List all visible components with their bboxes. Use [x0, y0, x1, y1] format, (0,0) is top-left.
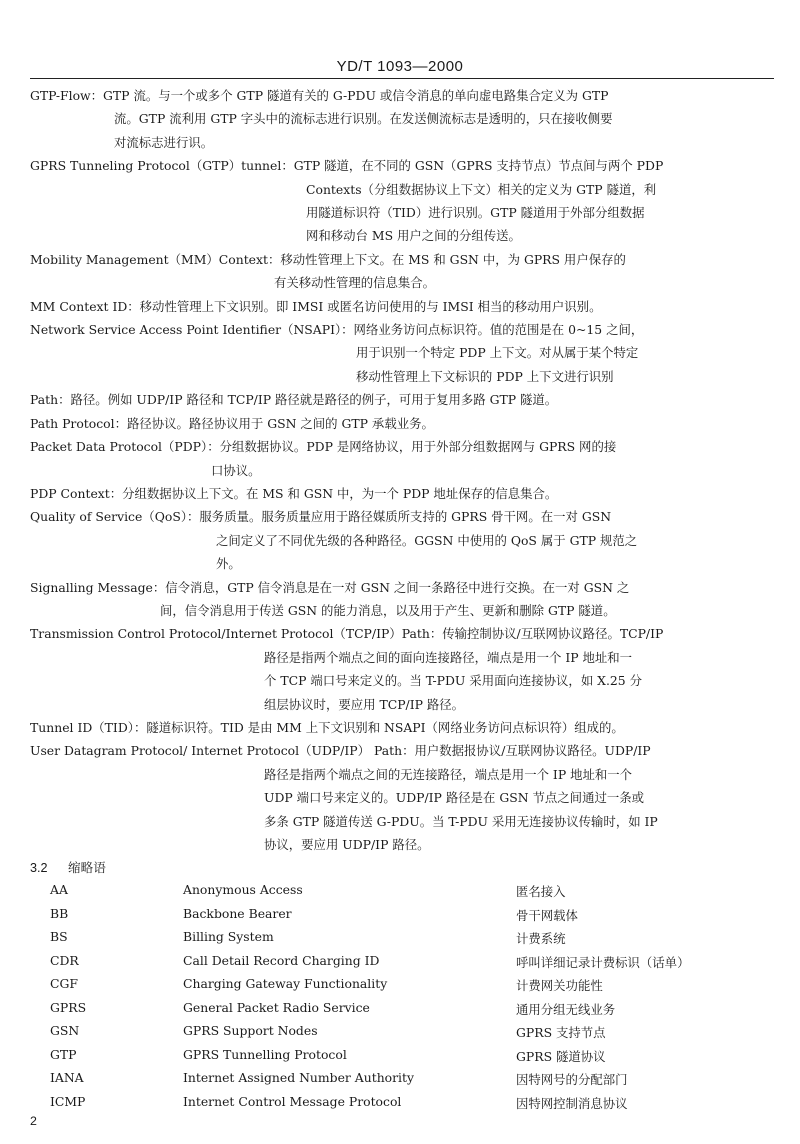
abbreviation-row — [0, 1000, 800, 1024]
standard-number-header: YD/T 1093—2000 — [336, 58, 464, 75]
definition-continuation-line: Contexts（分组数据协议上下文）相关的定义为 GTP 隧道，利 — [306, 181, 657, 197]
definition-continuation-line: UDP 端口号来定义的。UDP/IP 路径是在 GSN 节点之间通过一条或 — [264, 790, 645, 806]
definitions-list — [30, 84, 774, 856]
definition-first-line: User Datagram Protocol/ Internet Protocol（UDP/IP） Path：用户数据报协议/互联网协议路径。UDP/IP — [30, 743, 651, 759]
definition-entry — [30, 716, 774, 739]
abbreviation-english: Charging Gateway Functionality — [183, 976, 388, 991]
abbreviation-row — [0, 976, 800, 1000]
abbreviation-row — [0, 953, 800, 977]
abbreviation-row — [0, 1070, 800, 1094]
definition-entry — [30, 482, 774, 505]
section-heading — [30, 857, 106, 876]
abbreviation-english: Anonymous Access — [183, 882, 303, 897]
definition-continuation-line: 之间定义了不同优先级的各种路径。GGSN 中使用的 QoS 属于 GTP 规范之 — [216, 532, 638, 548]
abbreviation-code: AA — [50, 882, 68, 897]
definition-continuation-line: 多条 GTP 隧道传送 G-PDU。当 T-PDU 采用无连接协议传输时，如 IP — [264, 813, 658, 829]
abbreviation-english: Internet Control Message Protocol — [183, 1093, 402, 1109]
definition-entry — [30, 388, 774, 411]
abbreviations-table — [0, 882, 800, 1117]
abbreviation-code: CDR — [50, 952, 79, 968]
definition-continuation-line: 间，信令消息用于传送 GSN 的能力消息，以及用于产生、更新和删除 GTP 隧道。 — [160, 602, 616, 618]
definition-first-line: Signalling Message：信令消息，GTP 信令消息是在一对 GSN 之间一条路径中进行交换。在一对 GSN 之 — [30, 579, 630, 595]
abbreviation-english: Billing System — [183, 929, 274, 944]
definition-first-line: Network Service Access Point Identifier（NSAPI）：网络业务访问点标识符。值的范围是在 0~15 之间， — [30, 322, 644, 338]
definition-first-line: Path Protocol：路径协议。路径协议用于 GSN 之间的 GTP 承载业务。 — [30, 415, 434, 431]
abbreviation-chinese: 骨干网载体 — [516, 907, 578, 923]
definition-entry — [30, 739, 774, 856]
abbreviation-chinese: GPRS 支持节点 — [516, 1025, 606, 1040]
page-number: 2 — [30, 1114, 37, 1128]
abbreviation-chinese: 通用分组无线业务 — [516, 1001, 616, 1017]
abbreviation-english: GPRS Tunnelling Protocol — [183, 1046, 347, 1062]
abbreviation-code: BS — [50, 929, 68, 944]
abbreviation-chinese: 因特网号的分配部门 — [516, 1072, 628, 1087]
section-number: 3.2 — [30, 861, 48, 875]
definition-first-line: Path：路径。例如 UDP/IP 路径和 TCP/IP 路径就是路径的例子，可用于复用多路 GTP 隧道。 — [30, 392, 558, 408]
abbreviation-chinese: 呼叫详细记录计费标识（话单） — [516, 954, 690, 970]
definition-entry — [30, 622, 774, 716]
abbreviation-row — [0, 882, 800, 906]
definition-entry — [30, 505, 774, 575]
definition-continuation-line: 协议，要应用 UDP/IP 路径。 — [264, 837, 430, 852]
definition-continuation-line: 路径是指两个端点之间的无连接路径，端点是用一个 IP 地址和一个 — [264, 766, 633, 782]
definition-continuation-line: 口协议。 — [211, 462, 261, 478]
definition-continuation-line: 组层协议时，要应用 TCP/IP 路径。 — [264, 696, 465, 712]
abbreviation-row — [0, 1094, 800, 1118]
abbreviation-english: Internet Assigned Number Authority — [183, 1070, 414, 1085]
header-divider — [30, 78, 774, 79]
abbreviation-row — [0, 1023, 800, 1047]
definition-first-line: Quality of Service（QoS）：服务质量。服务质量应用于路径媒质所支持的 GPRS 骨干网。在一对 GSN — [30, 509, 612, 525]
definition-first-line: PDP Context：分组数据协议上下文。在 MS 和 GSN 中，为一个 PDP 地址保存的信息集合。 — [30, 485, 558, 501]
abbreviation-row — [0, 1047, 800, 1071]
definition-entry — [30, 295, 774, 318]
definition-continuation-line: 个 TCP 端口号来定义的。当 T-PDU 采用面向连接协议，如 X.25 分 — [264, 673, 643, 689]
definition-first-line: GPRS Tunneling Protocol（GTP）tunnel：GTP 隧道，在不同的 GSN（GPRS 支持节点）节点间与两个 PDP — [30, 158, 664, 174]
definition-first-line: Packet Data Protocol（PDP）：分组数据协议。PDP 是网络协议，用于外部分组数据网与 GPRS 网的接 — [30, 439, 617, 455]
abbreviation-english: Backbone Bearer — [183, 905, 292, 921]
definition-entry — [30, 576, 774, 623]
definition-entry — [30, 435, 774, 482]
definition-continuation-line: 有关移动性管理的信息集合。 — [274, 275, 436, 291]
abbreviation-chinese: 匿名接入 — [516, 884, 566, 899]
definition-entry — [30, 84, 774, 154]
abbreviation-english: Call Detail Record Charging ID — [183, 952, 380, 968]
abbreviation-english: GPRS Support Nodes — [183, 1023, 318, 1038]
definition-continuation-line: 对流标志进行识。 — [114, 134, 214, 150]
section-title: 缩略语 — [68, 861, 106, 875]
definition-entry — [30, 412, 774, 435]
abbreviation-chinese: 因特网控制消息协议 — [516, 1095, 628, 1111]
abbreviation-code: CGF — [50, 976, 78, 991]
abbreviation-chinese: 计费系统 — [516, 931, 566, 946]
definition-continuation-line: 外。 — [216, 556, 241, 572]
abbreviation-code: IANA — [50, 1070, 84, 1085]
definition-entry — [30, 154, 774, 248]
abbreviation-code: BB — [50, 905, 69, 921]
definition-first-line: Tunnel ID（TID）：隧道标识符。TID 是由 MM 上下文识别和 NSAPI（网络业务访问点标识符）组成的。 — [30, 719, 624, 735]
definition-continuation-line: 用于识别一个特定 PDP 上下文。对从属于某个特定 — [356, 345, 639, 361]
abbreviation-row — [0, 929, 800, 953]
abbreviation-english: General Packet Radio Service — [183, 999, 370, 1015]
definition-entry — [30, 248, 774, 295]
abbreviation-code: GSN — [50, 1023, 80, 1038]
definition-continuation-line: 网和移动台 MS 用户之间的分组传送。 — [306, 228, 521, 244]
abbreviation-row — [0, 906, 800, 930]
definition-continuation-line: 用隧道标识符（TID）进行识别。GTP 隧道用于外部分组数据 — [306, 205, 645, 221]
definition-continuation-line: 流。GTP 流利用 GTP 字头中的流标志进行识别。在发送侧流标志是透明的，只在接收侧要 — [114, 111, 613, 127]
abbreviation-chinese: GPRS 隧道协议 — [516, 1048, 606, 1064]
definition-first-line: Mobility Management（MM）Context：移动性管理上下文。在 MS 和 GSN 中，为 GPRS 用户保存的 — [30, 251, 626, 267]
definition-first-line: GTP-Flow：GTP 流。与一个或多个 GTP 隧道有关的 G-PDU 或信令消息的单向虚电路集合定义为 GTP — [30, 88, 609, 103]
definition-first-line: Transmission Control Protocol/Internet Protocol（TCP/IP）Path：传输控制协议/互联网协议路径。TCP/IP — [30, 626, 664, 642]
definition-continuation-line: 移动性管理上下文标识的 PDP 上下文进行识别 — [356, 368, 614, 384]
abbreviation-code: ICMP — [50, 1093, 86, 1109]
abbreviation-code: GTP — [50, 1046, 77, 1062]
definition-first-line: MM Context ID：移动性管理上下文识别。即 IMSI 或匿名访问使用的与 IMSI 相当的移动用户识别。 — [30, 298, 602, 314]
definition-continuation-line: 路径是指两个端点之间的面向连接路径，端点是用一个 IP 地址和一 — [264, 649, 633, 665]
abbreviation-chinese: 计费网关功能性 — [516, 978, 603, 993]
abbreviation-code: GPRS — [50, 999, 87, 1015]
definition-entry — [30, 318, 774, 388]
